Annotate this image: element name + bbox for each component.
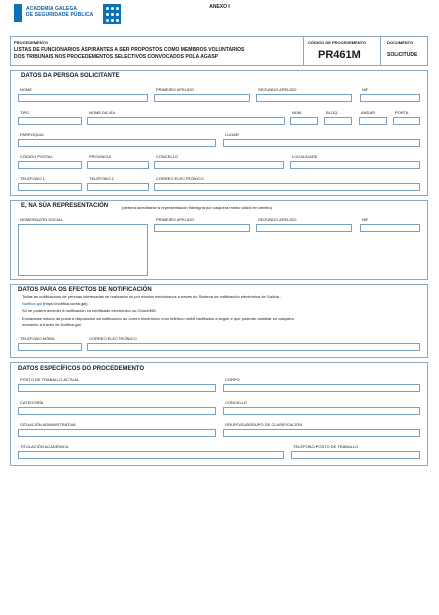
procedure-label: PROCEDEMENTO (14, 40, 49, 45)
nif-label: NIF (362, 87, 369, 92)
postcode-field[interactable] (18, 161, 82, 169)
number-label: NÚM. (292, 110, 303, 115)
notification-email-label: CORREO ELECTRÓNICO (89, 336, 137, 341)
notifica-link[interactable]: Notifica.gal (22, 301, 42, 306)
phone2-label: TELÉFONO 2 (89, 176, 114, 181)
street-field[interactable] (87, 117, 285, 125)
rep-nif-field[interactable] (360, 224, 420, 232)
parish-label: PARROQUIA (20, 132, 44, 137)
document-label: DOCUMENTO (387, 40, 414, 45)
corps-field[interactable] (223, 384, 420, 392)
mobile-label: TELÉFONO MÓBIL (20, 336, 56, 341)
street-label: NOME DA VÍA (89, 110, 116, 115)
specific-council-field[interactable] (223, 407, 420, 415)
email-field[interactable] (154, 183, 420, 191)
place-label: LUGAR (225, 132, 239, 137)
type-field[interactable] (18, 117, 82, 125)
category-label: CATEGORÍA (20, 400, 44, 405)
type-label: TIPO (20, 110, 30, 115)
job-phone-label: TELÉFONO POSTO DE TRABALLO (293, 444, 359, 449)
notification-text-1: Todas as notificacións de persoas interesadas se realizarán só por medios electrónicos a través do Sistema de notificación electrónica de Galicia - (22, 294, 282, 299)
notification-section-title: DATOS PARA OS EFECTOS DE NOTIFICACIÓN (18, 287, 152, 293)
annex-label: ANEXO I (209, 4, 230, 10)
category-field[interactable] (18, 407, 216, 415)
rep-surname1-field[interactable] (154, 224, 250, 232)
job-post-label: POSTO DE TRABALLO ACTUAL (20, 377, 80, 382)
corps-label: CORPO (225, 377, 240, 382)
postcode-label: CÓDIGO POSTAL (20, 154, 53, 159)
floor-field[interactable] (359, 117, 387, 125)
admin-status-label: SITUACIÓN ADMINISTRATIVA (20, 422, 76, 427)
procedure-title-line1: LISTAS DE FUNCIONARIOS ASPIRANTES A SER PROPOSTOS COMO MEMBROS VOLUNTARIOS (14, 47, 245, 53)
name-label: NOME (20, 87, 32, 92)
nif-field[interactable] (360, 94, 420, 102)
procedure-code-label: CÓDIGO DE PROCEDEMENTO (308, 40, 367, 45)
group-field[interactable] (223, 429, 420, 437)
surname1-label: PRIMEIRO APELIDO (156, 87, 195, 92)
business-name-field[interactable] (18, 224, 148, 276)
business-name-label: NOME/RAZÓN SOCIAL (20, 217, 63, 222)
job-post-field[interactable] (18, 384, 216, 392)
notification-text-4: Enviaranse avisos da posta á disposición da notificación ao correo electrónico e/ou teléfono móbil facilitados a seguir e que poderán cambiar en calquera (22, 316, 294, 321)
name-field[interactable] (18, 94, 148, 102)
place-field[interactable] (223, 139, 420, 147)
surname1-field[interactable] (154, 94, 250, 102)
document-type: SOLICITUDE (387, 52, 418, 58)
phone1-label: TELÉFONO 1 (20, 176, 45, 181)
notification-text-5: momento a través de Notifica.gal. (22, 322, 82, 327)
org-name-line1: ACADEMIA GALEGA (26, 6, 78, 12)
procedure-title (14, 47, 244, 60)
number-field[interactable] (290, 117, 318, 125)
specific-section-title: DATOS ESPECÍFICOS DO PROCEDEMENTO (18, 366, 145, 372)
door-field[interactable] (393, 117, 420, 125)
notification-text-2 (22, 301, 89, 307)
specific-council-label: CONCELLO (225, 400, 248, 405)
rep-surname1-label: PRIMEIRO APELIDO (156, 217, 195, 222)
group-label: GRUPO/SUBGRUPO DE CLASIFICACIÓN (225, 422, 303, 427)
job-phone-field[interactable] (291, 451, 420, 459)
degree-field[interactable] (18, 451, 284, 459)
applicant-section-title: DATOS DA PERSOA SOLICITANTE (21, 73, 120, 79)
mobile-field[interactable] (18, 343, 82, 351)
email-label: CORREO ELECTRÓNICO (156, 176, 204, 181)
rep-nif-label: NIF (362, 217, 369, 222)
province-field[interactable] (87, 161, 149, 169)
surname2-label: SEGUNDO APELIDO (258, 87, 297, 92)
procedure-code: PR461M (318, 49, 361, 61)
procedure-title-line2: DOS TRIBUNAIS NOS PROCEDEMENTOS SELECTIVOS CONVOCADOS POLA AGASP (14, 53, 219, 60)
phone2-field[interactable] (87, 183, 149, 191)
province-label: PROVINCIA (89, 154, 112, 159)
notifica-url: (https://notifica.xunta.gal). (41, 301, 89, 306)
parish-field[interactable] (18, 139, 216, 147)
council-label: CONCELLO (156, 154, 179, 159)
degree-label: TITULACIÓN ACADÉMICA (20, 444, 69, 449)
block-field[interactable] (324, 117, 352, 125)
door-label: PORTA (395, 110, 409, 115)
notification-email-field[interactable] (87, 343, 420, 351)
representative-title-note: (deberá acreditarse a representación fidedigna por calquera medio válido en dereito) (122, 205, 273, 210)
org-name-line2: DE SEGURIDADE PÚBLICA (26, 12, 94, 18)
notification-text-3: Só se poderá acceder á notificación co certificado electrónico ou Chave365. (22, 308, 157, 313)
locality-field[interactable] (290, 161, 420, 169)
representative-section-title: E, NA SÚA REPRESENTACIÓN (21, 203, 109, 209)
locality-label: LOCALIDADE (292, 154, 318, 159)
rep-surname2-field[interactable] (256, 224, 352, 232)
floor-label: ANDAR (361, 110, 376, 115)
surname2-field[interactable] (256, 94, 352, 102)
phone1-field[interactable] (18, 183, 82, 191)
council-field[interactable] (154, 161, 284, 169)
rep-surname2-label: SEGUNDO APELIDO (258, 217, 297, 222)
admin-status-field[interactable] (18, 429, 216, 437)
block-label: BLOQ. (326, 110, 339, 115)
